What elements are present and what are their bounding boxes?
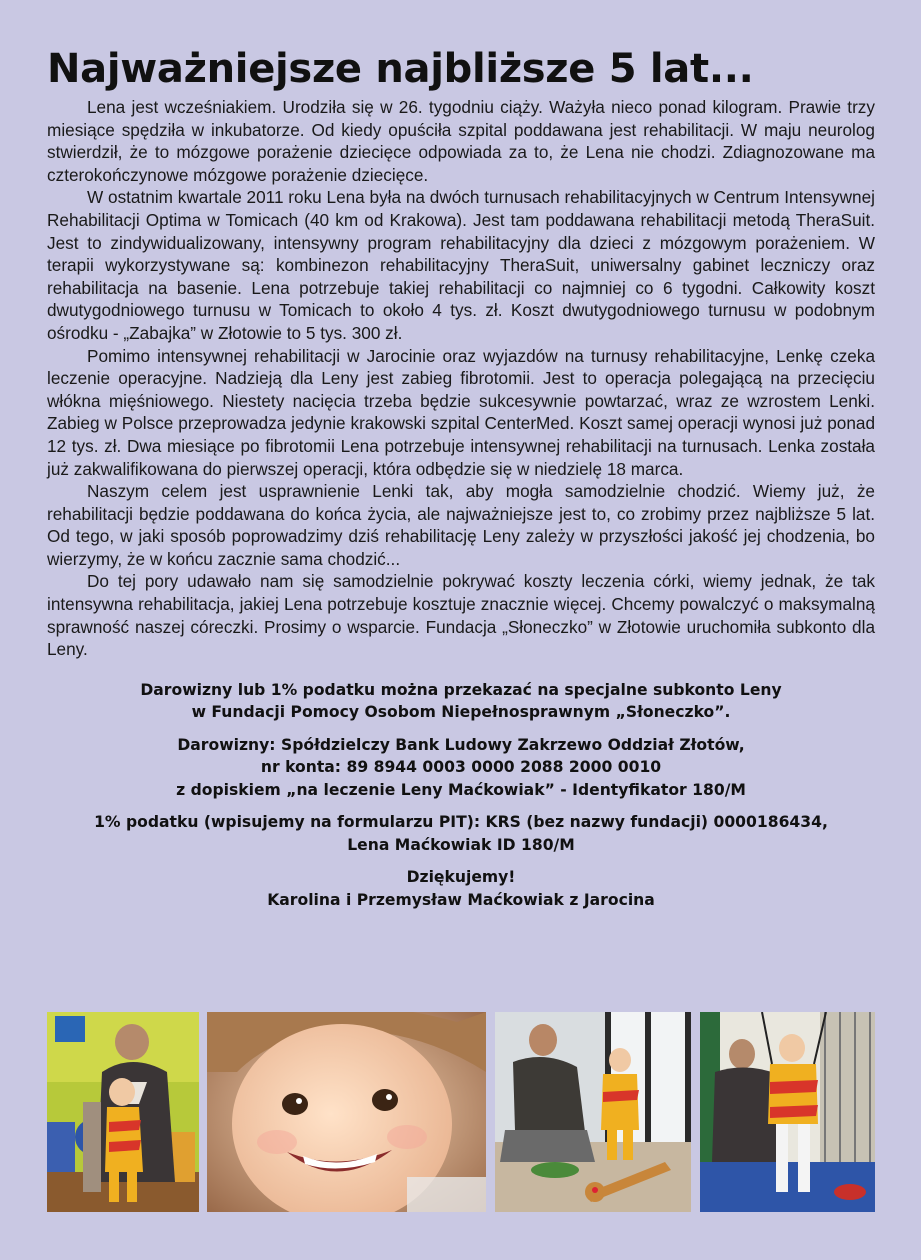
photo-therapy-harness xyxy=(700,1012,875,1212)
paragraph: Naszym celem jest usprawnienie Lenki tak, aby mogła samodzielnie chodzić. Wiemy już, że rehabilitacji będzie poddawana do końca życia, ale najważniejsze jest to, co zrobimy przez najbliższe 5 lat. Od tego, w jaki sposób poprowadzimy dziś rehabilitację Leny zależy w przyszłości jakość jej chodzenia, bo wierzymy, że w końcu zacznie sama chodzić... xyxy=(47,481,875,569)
paragraph: Pomimo intensywnej rehabilitacji w Jarocinie oraz wyjazdów na turnusy rehabilitacyjne, Lenkę czeka leczenie operacyjne. Nadzieją dla Leny jest zabieg fibrotomii. Jest to operacja polegającą na przecięciu włókna mięśniowego. Niestety nacięcia trzeba będzie sukcesywnie powtarzać, wraz ze wzrostem Lenki. Zabieg w Polsce przeprowadza jedynie krakowski szpital CenterMed. Koszt samej operacji wynosi już ponad 12 tys. zł. Dwa miesiące po fibrotomii Lena potrzebuje intensywnej rehabilitacji na turnusach. Lenka została już zakwalifikowana do pierwszej operacji, która odbędzie się w niedzielę 18 marca. xyxy=(47,345,875,479)
donation-info xyxy=(47,679,875,912)
photo-strip xyxy=(47,1012,875,1212)
signature: Karolina i Przemysław Maćkowiak z Jarocina xyxy=(267,890,655,909)
page-title: Najważniejsze najbliższe 5 lat... xyxy=(47,46,754,92)
paragraph: W ostatnim kwartale 2011 roku Lena była na dwóch turnusach rehabilitacyjnych w Centrum Intensywnej Rehabilitacji Optima w Tomicach (40 km od Krakowa). Jest tam poddawana rehabilitacji metodą TheraSuit. Jest to zindywidualizowany, intensywny program rehabilitacyjny dla dzieci z mózgowym porażeniem. W terapii wykorzystywane są: kombinezon rehabilitacyjny TheraSuit, uniwersalny gabinet leczniczy oraz rehabilitacja na basenie. Lena potrzebuje takiej rehabilitacji co najmniej co 6 tygodni. Całkowity koszt dwutygodniowego turnusu w Tomicach to około 4 tys. zł. Koszt dwutygodniowego turnusu w podobnym ośrodku - „Zabajka” w Złotowie to 5 tys. 300 zł. xyxy=(47,187,875,343)
bank-details xyxy=(47,734,875,802)
page xyxy=(47,44,875,921)
thanks-text: Dziękujemy! xyxy=(406,868,516,887)
tax-details xyxy=(47,811,875,856)
article-body xyxy=(47,96,875,661)
donation-intro xyxy=(47,679,875,724)
paragraph: Lena jest wcześniakiem. Urodziła się w 26. tygodniu ciąży. Ważyła nieco ponad kilogram. Prawie trzy miesiące spędziła w inkubatorze. Od kiedy opuściła szpital poddawana jest rehabilitacji. W maju neurolog stwierdził, że to mózgowe porażenie dziecięce odpowiada za to, że Lena nie chodzi. Zdiagnozowane ma czterokończynowe mózgowe porażenie dziecięce. xyxy=(47,97,875,185)
closing xyxy=(47,866,875,911)
photo-smiling-child xyxy=(207,1012,486,1212)
bank-name: Darowizny: Spółdzielczy Bank Ludowy Zakrzewo Oddział Złotów, xyxy=(177,735,745,754)
account-number: nr konta: 89 8944 0003 0000 2088 2000 0010 xyxy=(260,758,662,777)
tax-krs: 1% podatku (wpisujemy na formularzu PIT): KRS (bez nazwy fundacji) 0000186434, xyxy=(94,813,828,832)
paragraph: Do tej pory udawało nam się samodzielnie pokrywać koszty leczenia córki, wiemy jednak, że tak intensywna rehabilitacja, jakiej Lena potrzebuje kosztuje znacznie więcej. Chcemy powalczyć o maksymalną sprawność naszej córeczki. Prosimy o wsparcie. Fundacja „Słoneczko” w Złotowie uruchomiła subkonto dla Leny. xyxy=(47,571,875,660)
photo-window-play xyxy=(495,1012,691,1212)
tax-id: Lena Maćkowiak ID 180/M xyxy=(347,835,575,854)
photo-father-child xyxy=(47,1012,199,1212)
donation-intro-line: Darowizny lub 1% podatku można przekazać na specjalne subkonto Leny xyxy=(140,680,782,699)
transfer-note: z dopiskiem „na leczenie Leny Maćkowiak” - Identyfikator 180/M xyxy=(176,780,746,799)
donation-intro-line: w Fundacji Pomocy Osobom Niepełnosprawnym „Słoneczko”. xyxy=(191,703,731,722)
